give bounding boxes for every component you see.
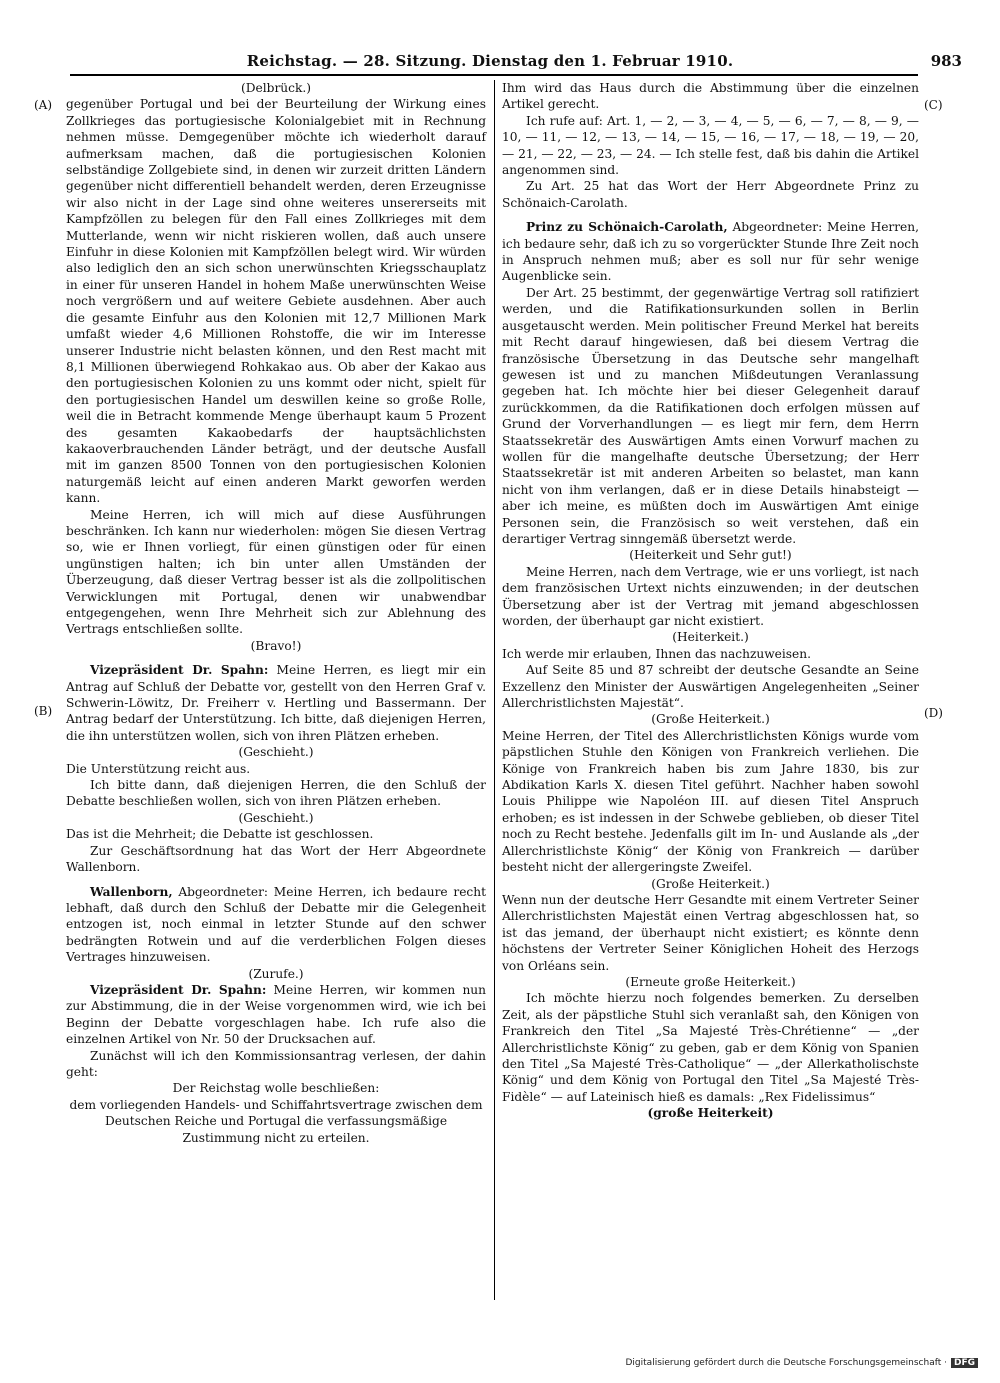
motion-heading: Der Reichstag wolle beschließen: [172,1081,380,1096]
interjection: (große Heiterkeit) [647,1106,774,1121]
paragraph: gegenüber Portugal und bei der Beurteilung der Wirkung eines Zollkrieges das portugiesische Kolonialgebiet mit in Rechnung nehmen müsse. Demgegenüber möchte ich wiederholt darauf aufmerksam machen, daß die portugiesischen Kolonien selbständige Zollgebiete sind, in denen wir zurzeit dritten Ländern gegenüber nicht differentiell behandelt werden, deren Erzeugnisse wir also nicht in der Lage sind ohne weiteres unsererseits mit Kampfzöllen zu belegen für den Fall eines Zollkrieges mit dem Mutterlande, wenn wir nicht riskieren wollen, daß auch unsere Einfuhr in diese Kolonien mit Kampfzöllen belegt wird. Wir würden also lediglich den an sich schon unerwünschten Kriegsschauplatz in einer für unseren Handel in hohem Maße unerwünschten Weise noch vergrößern und auf weitere Gebiete ausdehnen. Aber auch die gesamte Einfuhr aus den Kolonien mit 12,7 Millionen Mark umfaßt wieder 4,6 Millionen Rohstoffe, die wir im Interesse unserer Industrie nicht belasten können, und den Rest macht mit 8,1 Millionen überwiegend Rohkakao aus. Ob aber der Kakao aus den portugiesischen Kolonien zu uns kommt oder nicht, spielt für den portugiesischen Handel um deswillen keine so große Rolle, weil die in Betracht kommende Menge überhaupt kaum 5 Prozent des gesamten Kakaobedarfs der hauptsächlichsten kakaoverbrauchenden Länder beträgt, und der deutsche Ausfall mit im ganzen 8500 Tonnen von den portugiesischen Kolonien naturgemäß leicht auf einen anderen Markt geworfen werden kann. [66,97,486,506]
interjection: (Erneute große Heiterkeit.) [625,974,796,989]
speech-text: Abgeordneter: Meine Herren, ich bedaure recht lebhaft, daß durch den Schluß der Debatte mir die Gelegenheit entzogen ist, noch einmal in letzter Stunde auf den schwer bedrängten Rotwein und auf die verderblichen Folgen dieses Vertrages hinzuweisen. [66,884,486,965]
paragraph: Die Unterstützung reicht aus. [66,761,251,776]
margin-marker-a: (A) [34,98,53,112]
speech-text: Abgeordneter: Meine Herren, ich bedaure sehr, daß ich zu so vorgerückter Stunde Ihre Zeit noch in Anspruch nehmen muß; aber es soll nur für sehr wenige Augenblicke sein. [502,220,919,284]
motion-text: dem vorliegenden Handels- und Schiffahrtsvertrage zwischen dem Deutschen Reiche und Portugal die verfassungsmäßige Zustimmung nicht zu erteilen. [69,1097,483,1145]
paragraph: Das ist die Mehrheit; die Debatte ist geschlossen. [66,827,374,842]
speech-spahn-2 [66,982,486,1048]
paragraph: Meine Herren, der Titel des Allerchristlichsten Königs wurde vom päpstlichen Stuhle den Königen von Frankreich verliehen. Die Könige von Frankreich haben bis zum Jahre 1830, bis zur Abdikation Karls X. diesen Titel geführt. Nachher haben sowohl Louis Philippe wie Napoléon III. auf diesen Titel Anspruch erhoben; es ist indessen in der Schwebe geblieben, ob dieser Titel noch zu Recht bestehe. Jedenfalls gilt im In- und Auslande als „der Allerchristlichste König“ der König von Frankreich — darüber besteht nicht der allergeringste Zweifel. [502,728,919,875]
right-column [502,80,919,1122]
interjection: (Geschieht.) [238,745,314,760]
speech-text: Meine Herren, es liegt mir ein Antrag auf Schluß der Debatte vor, gestellt von den Herren Graf v. Schwerin-Löwitz, Dr. Freiherr v. Hertling und Bassermann. Der Antrag bedarf der Unterstützung. Ich bitte, daß diejenigen Herren, die ihn unterstützen wollen, sich von ihren Plätzen erheben. [66,663,486,743]
page-header [60,52,962,76]
paragraph: Ihm wird das Haus durch die Abstimmung über die einzelnen Artikel gerecht. [502,81,919,112]
interjection: (Geschieht.) [238,810,314,825]
footer-text: Digitalisierung gefördert durch die Deutsche Forschungsgemeinschaft · [625,1358,947,1368]
paragraph: Ich möchte hierzu noch folgendes bemerken. Zu derselben Zeit, als der päpstliche Stuhl sich veranlaßt sah, den Königen von Frankreich den Titel „Sa Majesté Très-Chrétienne“ — „der Allerchristlichste König“ zu geben, gab er dem König von Spanien den Titel „Sa Majesté Très-Catholique“ — „der Allerkatholischste König“ und dem König von Portugal den Titel „Sa Majesté Très-Fidèle“ — auf Lateinisch hieß es damals: „Rex Fidelissimus“ [502,991,919,1104]
speaker-name: Vizepräsident Dr. Spahn: [90,982,267,997]
speech-text: Meine Herren, wir kommen nun zur Abstimmung, die in der Weise vorgenommen wird, wie ich bei Beginn der Debatte vorgeschlagen habe. Ich rufe also die einzelnen Artikel von Nr. 50 der Drucksachen auf. [66,982,486,1047]
footer-credit [626,1358,979,1368]
paragraph: Meine Herren, ich will mich auf diese Ausführungen beschränken. Ich kann nur wiederholen: mögen Sie diesen Vertrag so, wie er Ihnen vorliegt, für einen günstigen oder für einen ungünstigen halten; ich bin unter allen Umständen der Überzeugung, daß dieser Vertrag besser ist als die zollpolitischen Verwicklungen mit Portugal, denen wir unabwendbar entgegengehen, wenn Ihre Mehrheit sich zur Ablehnung des Vertrags entschließen sollte. [66,507,486,637]
paragraph: Zunächst will ich den Kommissionsantrag verlesen, der dahin geht: [66,1048,486,1079]
left-column [66,80,486,1146]
paragraph: Ich rufe auf: Art. 1, — 2, — 3, — 4, — 5, — 6, — 7, — 8, — 9, — 10, — 11, — 12, — 13, — 14, — 15, — 16, — 17, — 18, — 19, — 20, — 21, — 22, — 23, — 24. — Ich stelle fest, daß bis dahin die Artikel angenommen sind. [502,113,919,178]
speaker-name: Wallenborn, [90,884,173,899]
paragraph: Wenn nun der deutsche Herr Gesandte mit einem Vertreter Seiner Allerchristlichsten Majestät einen Vertrag abgeschlossen hat, so ist das jemand, der überhaupt nicht existiert; es könnte denn höchstens der Vertreter Seiner Königlichen Hoheit des Herzogs von Orléans sein. [502,892,919,973]
margin-marker-b: (B) [34,704,53,718]
paragraph: Zu Art. 25 hat das Wort der Herr Abgeordnete Prinz zu Schönaich-Carolath. [502,179,919,210]
paragraph: Ich werde mir erlauben, Ihnen das nachzuweisen. [502,646,811,661]
speech-wallenborn [66,884,486,966]
speech-carolath [502,219,919,285]
interjection: (Große Heiterkeit.) [651,876,770,891]
interjection: (Große Heiterkeit.) [651,712,770,727]
header-rule [70,74,918,76]
column-divider [494,80,495,1300]
speaker-name: Prinz zu Schönaich-Carolath, [526,220,728,235]
interjection: (Heiterkeit.) [672,630,749,645]
speaker-reference: (Delbrück.) [241,81,311,95]
speech-spahn-1 [66,662,486,744]
margin-marker-d: (D) [924,706,943,720]
dfg-logo: DFG [951,1358,978,1368]
speaker-name: Vizepräsident Dr. Spahn: [90,663,269,678]
running-title: Reichstag. — 28. Sitzung. Dienstag den 1. Februar 1910. [246,52,734,70]
page-number: 983 [930,52,962,70]
paragraph: Meine Herren, nach dem Vertrage, wie er uns vorliegt, ist nach dem französischen Urtext nichts einzuwenden; in der deutschen Übersetzung aber ist der Vertrag mit jemand abgeschlossen worden, der überhaupt gar nicht existiert. [502,564,919,628]
margin-marker-c: (C) [924,98,943,112]
paragraph: Auf Seite 85 und 87 schreibt der deutsche Gesandte an Seine Exzellenz den Minister der Auswärtigen Angelegenheiten „Seiner Allerchristlichsten Majestät“. [502,663,919,711]
interjection: (Bravo!) [250,638,302,653]
paragraph: Zur Geschäftsordnung hat das Wort der Herr Abgeordnete Wallenborn. [66,843,486,875]
paragraph: Ich bitte dann, daß diejenigen Herren, die den Schluß der Debatte beschließen wollen, sich von ihren Plätzen erheben. [66,778,486,809]
paragraph: Der Art. 25 bestimmt, der gegenwärtige Vertrag soll ratifiziert werden, und die Ratifikationsurkunden sollen in Berlin ausgetauscht werden. Mein politischer Freund Merkel hat bereits mit Recht darauf hingewiesen, daß bei diesem Vertrag die französische Übersetzung in das Deutsche sehr mangelhaft gewesen ist und zu manchen Mißdeutungen Veranlassung gegeben hat. Ich möchte hier bei dieser Gelegenheit darauf zurückkommen, da die Ratifikationen doch erfolgen müssen auf Grund der Vorverhandlungen — es liegt mir fern, dem Herrn Staatssekretär des Auswärtigen Amts einen Vorwurf machen zu wollen für die mangelhafte deutsche Übersetzung; der Herr Staatssekretär ist mit anderen Arbeiten so belastet, man kann nicht von ihm verlangen, daß er in diese Details hinabsteigt — aber ich meine, es müßten doch im Auswärtigen Amt einige Personen sein, die Französisch so weit verstehen, daß ein derartiger Vertrag sinngemäß übersetzt werde. [502,285,919,546]
interjection: (Heiterkeit und Sehr gut!) [629,548,792,563]
interjection: (Zurufe.) [248,966,304,981]
